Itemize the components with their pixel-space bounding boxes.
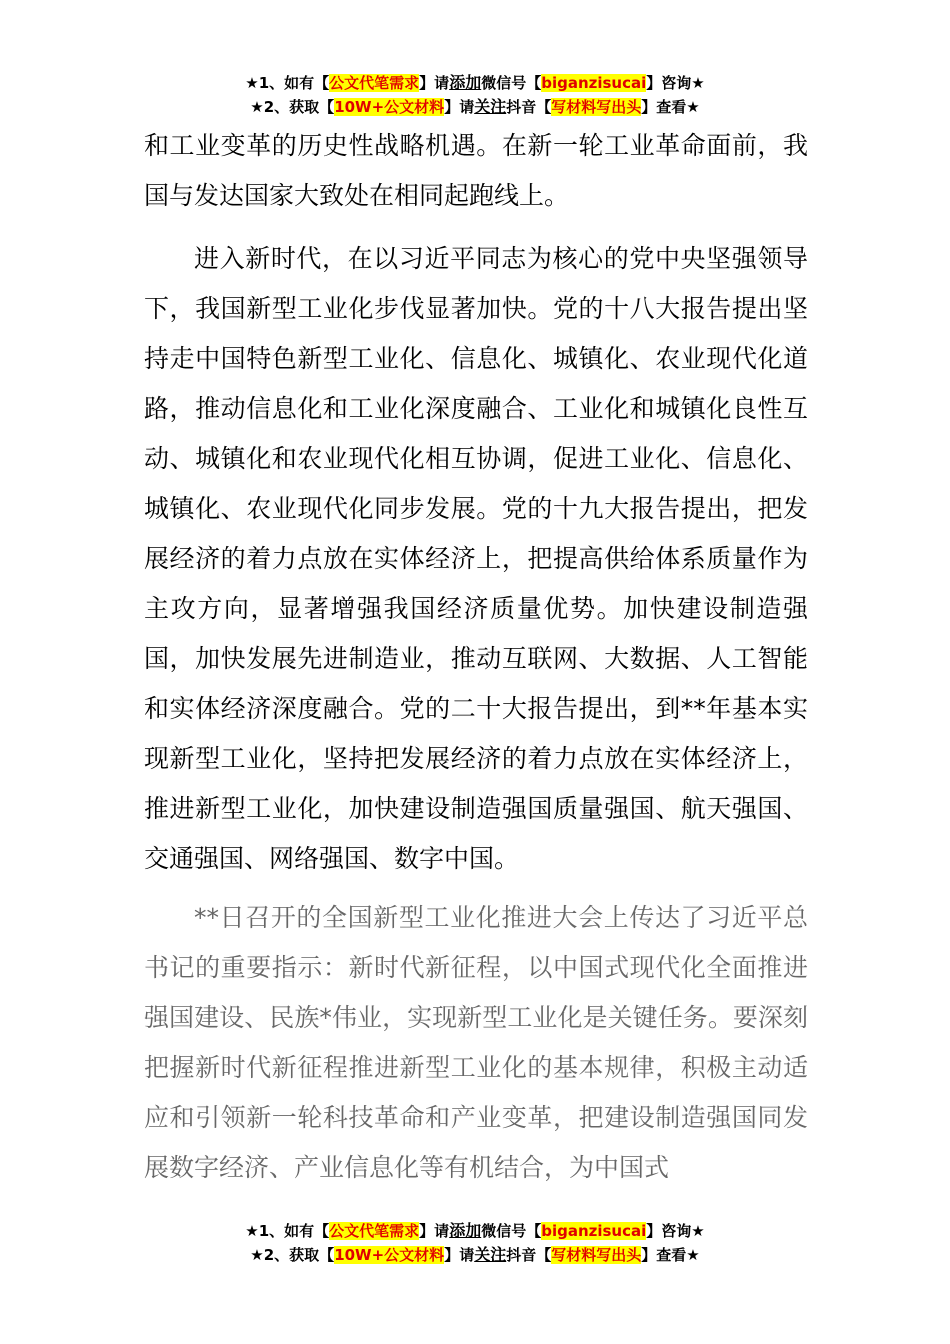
paragraph-2: 进入新时代，在以习近平同志为核心的党中央坚强领导下，我国新型工业化步伐显著加快。党的十八大报告提出坚持走中国特色新型工业化、信息化、城镇化、农业现代化道路，推动信息化和工业化深度融合、工业化和城镇化良性互动、城镇化和农业现代化相互协调，促进工业化、信息化、城镇化、农业现代化同步发展。党的十九大报告提出，把发展经济的着力点放在实体经济上，把提高供给体系质量作为主攻方向，显著增强我国经济质量优势。加快建设制造强国，加快发展先进制造业，推动互联网、大数据、人工智能和实体经济深度融合。党的二十大报告提出，到**年基本实现新型工业化，坚持把发展经济的着力点放在实体经济上，推进新型工业化，加快建设制造强国质量强国、航天强国、交通强国、网络强国、数字中国。 bbox=[144, 244, 808, 873]
promo-text: 】请 bbox=[444, 98, 475, 116]
promo-line-1 bbox=[0, 71, 950, 95]
header-promo-banner bbox=[0, 71, 950, 119]
promo-line-2 bbox=[0, 1243, 950, 1267]
promo-text: 】请 bbox=[419, 74, 450, 92]
highlight-keyword: 公文代笔需求 bbox=[329, 1222, 420, 1240]
promo-line-1 bbox=[0, 1219, 950, 1243]
promo-text: 微信号【 bbox=[481, 1222, 542, 1240]
wechat-id: biganzisucai bbox=[541, 1222, 647, 1240]
promo-text: 】咨询★ bbox=[646, 74, 705, 92]
highlight-keyword: 公文代笔需求 bbox=[329, 74, 420, 92]
promo-text: 抖音【 bbox=[506, 1246, 552, 1264]
promo-text: ★1、如有【 bbox=[245, 74, 330, 92]
douyin-account: 写材料写出头 bbox=[551, 98, 642, 116]
promo-text: 】咨询★ bbox=[646, 1222, 705, 1240]
emphasis-text: 添加 bbox=[449, 1221, 482, 1240]
promo-text: 微信号【 bbox=[481, 74, 542, 92]
highlight-keyword: 10W+公文材料 bbox=[334, 1246, 445, 1264]
paragraph-2-container bbox=[144, 234, 808, 884]
wechat-id: biganzisucai bbox=[541, 74, 647, 92]
promo-text: 】查看★ bbox=[641, 98, 700, 116]
emphasis-text: 添加 bbox=[449, 73, 482, 92]
douyin-account: 写材料写出头 bbox=[551, 1246, 642, 1264]
promo-text: 】查看★ bbox=[641, 1246, 700, 1264]
promo-line-2 bbox=[0, 95, 950, 119]
promo-text: 】请 bbox=[444, 1246, 475, 1264]
paragraph-1-container bbox=[144, 121, 808, 221]
paragraph-3: **日召开的全国新型工业化推进大会上传达了习近平总书记的重要指示：新时代新征程，以中国式现代化全面推进强国建设、民族*伟业，实现新型工业化是关键任务。要深刻把握新时代新征程推进新型工业化的基本规律，积极主动适应和引领新一轮科技革命和产业变革，把建设制造强国同发展数字经济、产业信息化等有机结合，为中国式 bbox=[144, 903, 808, 1182]
emphasis-text: 关注 bbox=[474, 97, 507, 116]
footer-promo-banner bbox=[0, 1219, 950, 1267]
emphasis-text: 关注 bbox=[474, 1245, 507, 1264]
paragraph-3-container bbox=[144, 893, 808, 1193]
promo-text: ★2、获取【 bbox=[250, 98, 335, 116]
highlight-keyword: 10W+公文材料 bbox=[334, 98, 445, 116]
promo-text: ★2、获取【 bbox=[250, 1246, 335, 1264]
paragraph-1: 和工业变革的历史性战略机遇。在新一轮工业革命面前，我国与发达国家大致处在相同起跑线上。 bbox=[144, 131, 808, 210]
promo-text: 】请 bbox=[419, 1222, 450, 1240]
promo-text: 抖音【 bbox=[506, 98, 552, 116]
promo-text: ★1、如有【 bbox=[245, 1222, 330, 1240]
